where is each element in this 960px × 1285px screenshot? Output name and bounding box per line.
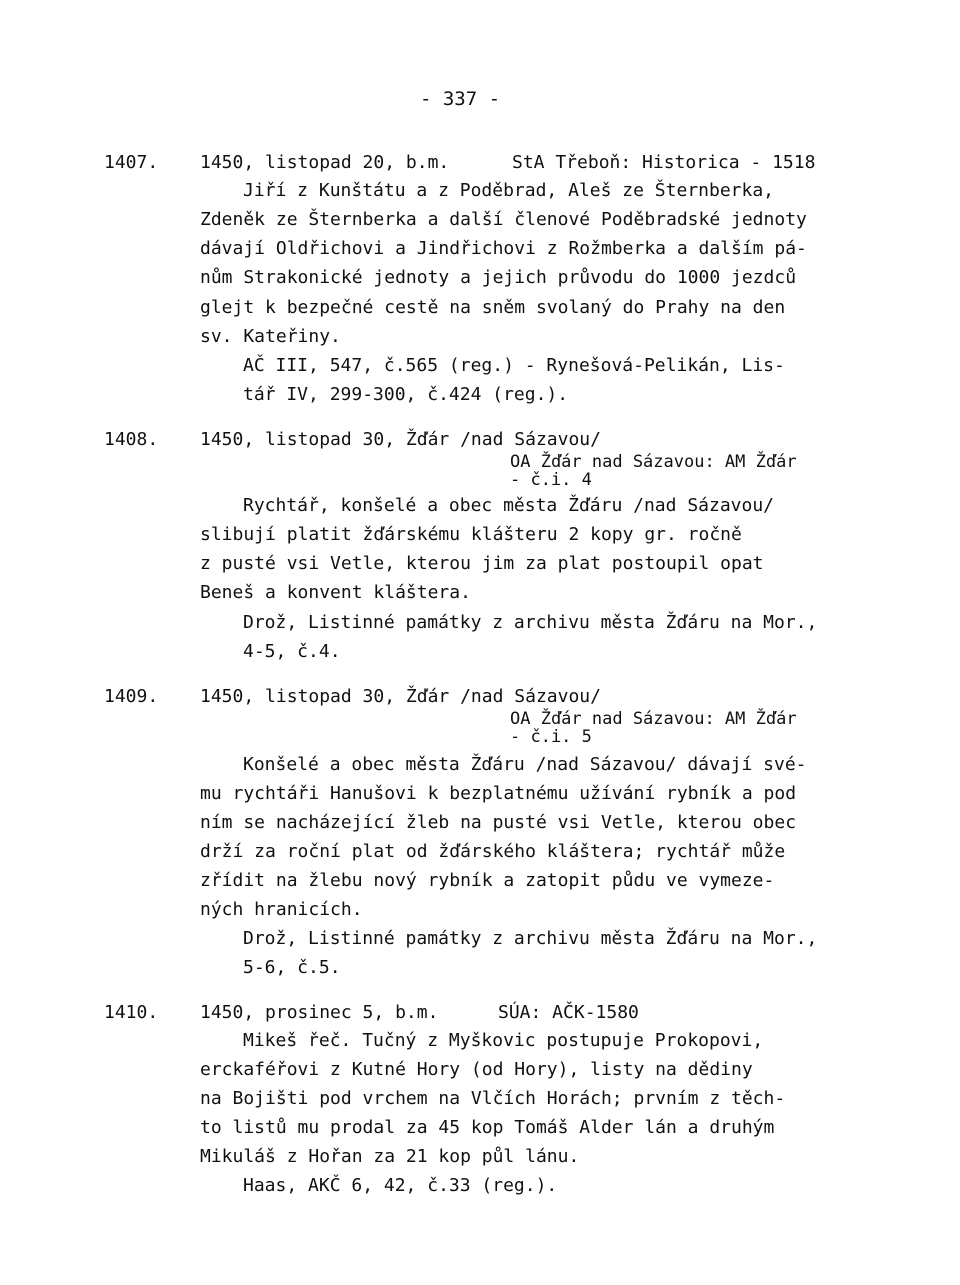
text-line: Mikeš řeč. Tučný z Myškovic postupuje Prokopovi,	[243, 1030, 764, 1051]
text-line: zřídit na žlebu nový rybník a zatopit půdu ve vymeze-	[200, 870, 775, 891]
text-line: Konšelé a obec města Žďáru /nad Sázavou/ dávají své-	[243, 754, 807, 775]
text-line: ných hranicích.	[200, 899, 363, 920]
entry-date: 1450, listopad 20, b.m.	[200, 152, 450, 173]
entry-archive: StA Třeboň: Historica - 1518	[512, 152, 816, 173]
reference-line: Haas, AKČ 6, 42, č.33 (reg.).	[243, 1175, 558, 1196]
text-line: sv. Kateřiny.	[200, 326, 341, 347]
entry-date: 1450, prosinec 5, b.m.	[200, 1002, 439, 1023]
reference-line: Drož, Listinné památky z archivu města Žďáru na Mor.,	[243, 612, 818, 633]
text-line: drží za roční plat od žďárského kláštera; rychtář může	[200, 841, 786, 862]
text-line: slibují platit žďárskému klášteru 2 kopy gr. ročně	[200, 524, 742, 545]
entry-archive: SÚA: AČK-1580	[498, 1002, 639, 1023]
entry-date: 1450, listopad 30, Žďár /nad Sázavou/	[200, 686, 601, 707]
page-number: - 337 -	[419, 88, 501, 110]
text-line: na Bojišti pod vrchem na Vlčích Horách; prvním z těch-	[200, 1088, 786, 1109]
reference-line: Drož, Listinné památky z archivu města Žďáru na Mor.,	[243, 928, 818, 949]
entry-archive: - č.i. 4	[510, 470, 592, 490]
entry-archive: OA Žďár nad Sázavou: AM Žďár	[510, 452, 797, 472]
text-line: Mikuláš z Hořan za 21 kop půl lánu.	[200, 1146, 580, 1167]
entry-number: 1410.	[104, 1002, 159, 1023]
entry-date: 1450, listopad 30, Žďár /nad Sázavou/	[200, 429, 601, 450]
entry-number: 1409.	[104, 686, 159, 707]
text-line: dávají Oldřichovi a Jindřichovi z Rožmberka a dalším pá-	[200, 238, 807, 259]
text-line: to listů mu prodal za 45 kop Tomáš Alder lán a druhým	[200, 1117, 775, 1138]
entry-archive: - č.i. 5	[510, 727, 592, 747]
text-line: erckaféřovi z Kutné Hory (od Hory), listy na dědiny	[200, 1059, 753, 1080]
text-line: z pusté vsi Vetle, kterou jim za plat postoupil opat	[200, 553, 764, 574]
reference-line: tář IV, 299-300, č.424 (reg.).	[243, 384, 569, 405]
entry-archive: OA Žďár nad Sázavou: AM Žďár	[510, 709, 797, 729]
reference-line: 5-6, č.5.	[243, 957, 341, 978]
entry-number: 1407.	[104, 152, 159, 173]
text-line: nům Strakonické jednoty a jejich průvodu do 1000 jezdců	[200, 267, 797, 288]
entry-number: 1408.	[104, 429, 159, 450]
reference-line: 4-5, č.4.	[243, 641, 341, 662]
text-line: mu rychtáři Hanušovi k bezplatnému užívání rybník a pod	[200, 783, 797, 804]
text-line: Jiří z Kunštátu a z Poděbrad, Aleš ze Šternberka,	[243, 180, 775, 201]
text-line: ním se nacházející žleb na pusté vsi Vetle, kterou obec	[200, 812, 797, 833]
text-line: Zdeněk ze Šternberka a další členové Poděbradské jednoty	[200, 209, 807, 230]
reference-line: AČ III, 547, č.565 (reg.) - Rynešová-Pelikán, Lis-	[243, 355, 785, 376]
text-line: Rychtář, konšelé a obec města Žďáru /nad Sázavou/	[243, 495, 775, 516]
text-line: Beneš a konvent kláštera.	[200, 582, 471, 603]
text-line: glejt k bezpečné cestě na sněm svolaný do Prahy na den	[200, 297, 786, 318]
